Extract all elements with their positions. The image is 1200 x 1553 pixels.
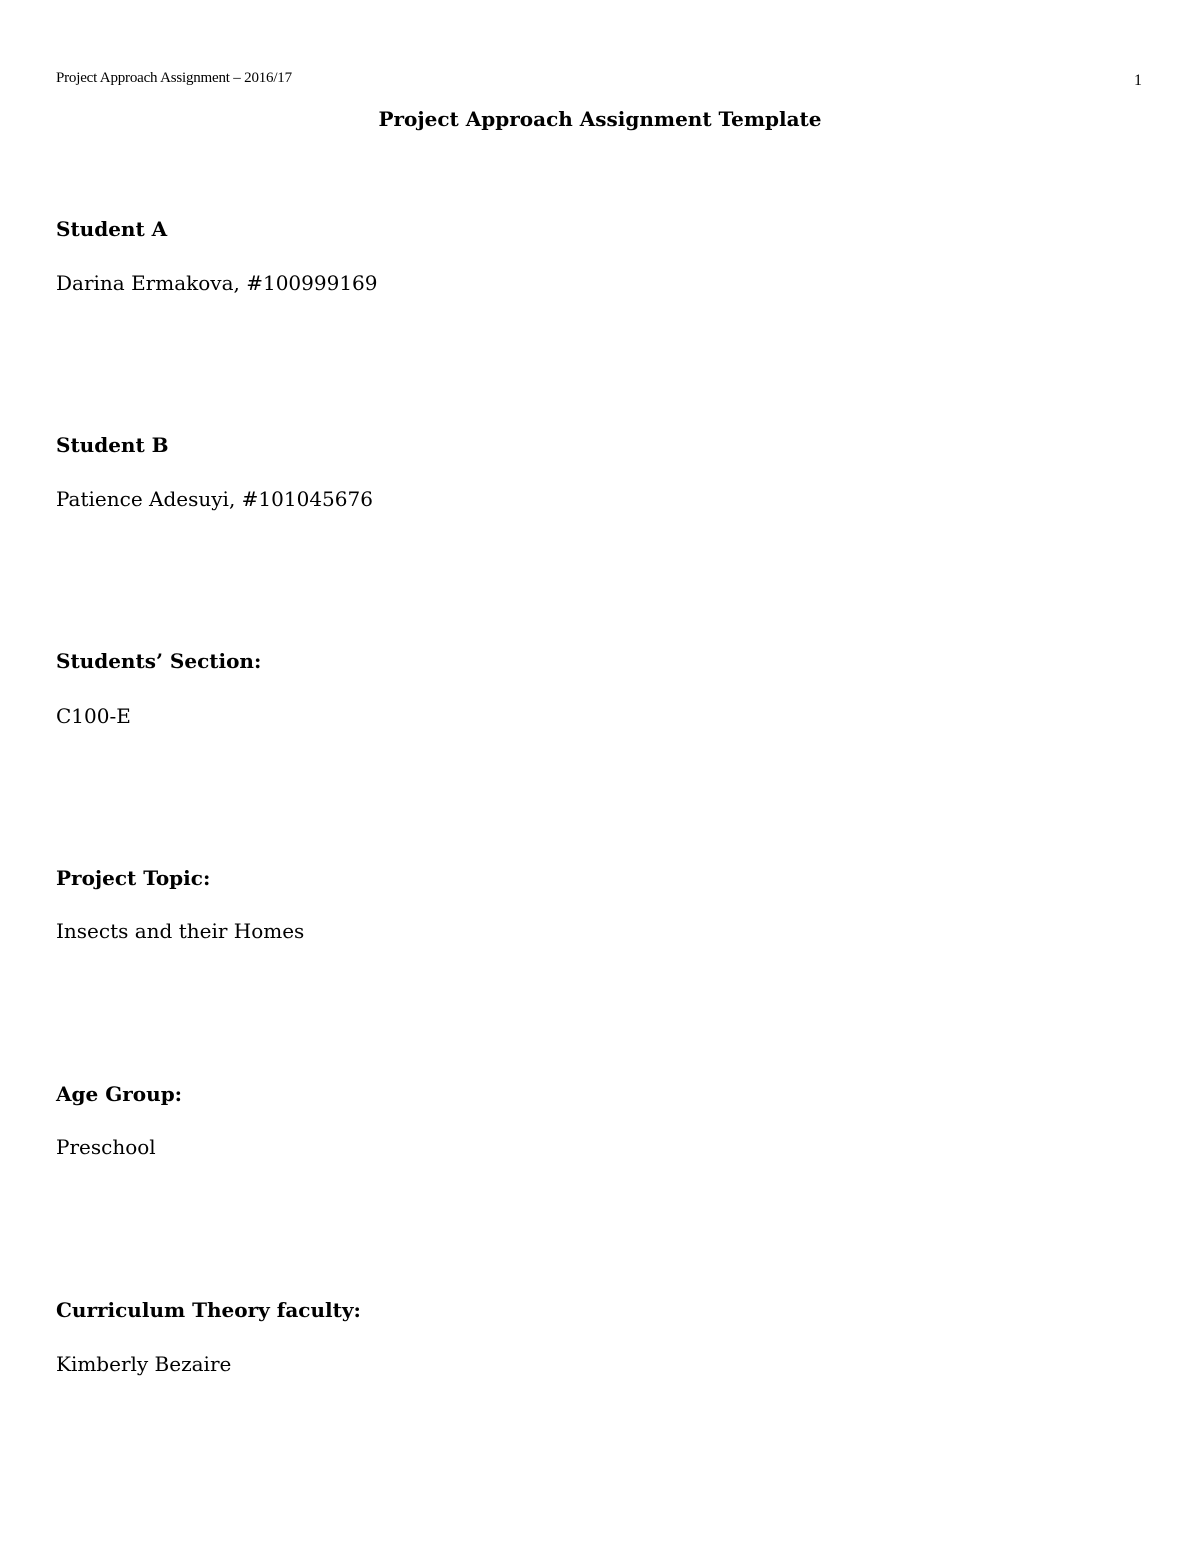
project-topic-label: Project Topic: [56, 866, 211, 890]
student-a-value: Darina Ermakova, #100999169 [56, 271, 378, 295]
document-title: Project Approach Assignment Template [378, 107, 822, 131]
running-header: Project Approach Assignment – 2016/17 [56, 70, 292, 86]
student-b-value: Patience Adesuyi, #101045676 [56, 487, 373, 511]
age-group-value: Preschool [56, 1135, 156, 1159]
faculty-value: Kimberly Bezaire [56, 1352, 232, 1376]
page-number: 1 [1134, 72, 1142, 89]
age-group-label: Age Group: [56, 1082, 183, 1106]
section-value: C100-E [56, 704, 131, 728]
section-label: Students’ Section: [56, 649, 262, 673]
student-a-label: Student A [56, 217, 168, 241]
student-b-label: Student B [56, 433, 169, 457]
faculty-label: Curriculum Theory faculty: [56, 1298, 361, 1322]
project-topic-value: Insects and their Homes [56, 919, 305, 943]
